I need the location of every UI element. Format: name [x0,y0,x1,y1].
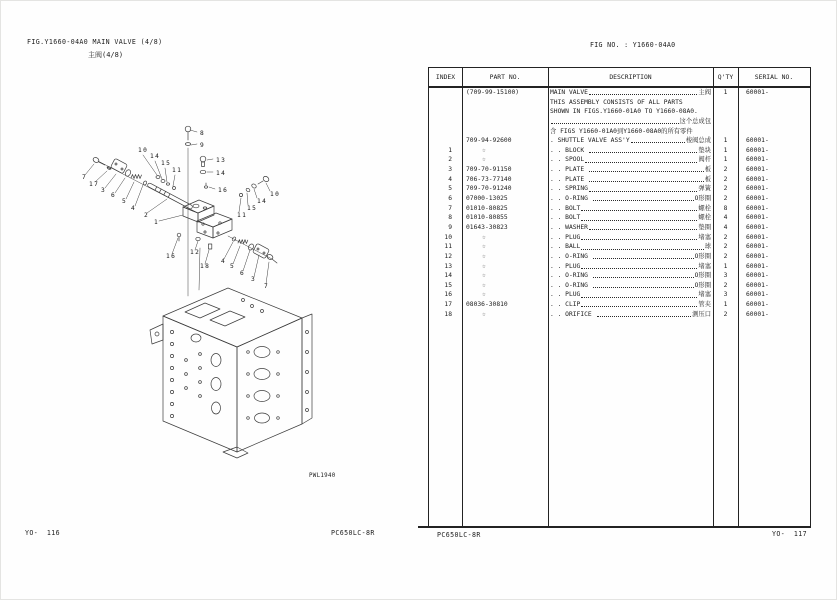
cell-part-no [462,117,548,127]
cell-part-no: 01010-80855 [466,214,508,222]
cell-qty: 2 [723,281,728,289]
cell-part-no: ☆ [482,243,486,251]
leader-dots [593,200,694,201]
valve-exploded-diagram [0,0,418,530]
description-en: . . PLATE [550,166,588,174]
table-row [429,184,810,194]
description-zh: 板 [704,175,711,183]
cell-description [548,107,713,117]
cell-index [429,107,462,117]
cell-index: 17 [444,301,452,309]
callout-number: 3 [251,276,257,283]
callout-number: 5 [230,263,236,270]
diagram-callouts [82,130,280,290]
footer-rule [418,526,810,528]
cell-qty: 4 [723,214,728,222]
leader-dots [593,258,694,259]
table-row [429,88,810,98]
model-code-right: PC650LC-8R [437,531,481,539]
cell-part-no: ☆ [482,252,486,260]
cell-index: 1 [448,146,452,154]
cell-qty: 8 [723,204,728,212]
cell-index: 12 [444,252,452,260]
table-row [429,117,810,127]
cell-part-no: ☆ [482,281,486,289]
description-en: . . BALL [550,243,581,251]
cell-description [548,117,713,127]
cell-part-no: 706-73-77140 [466,175,512,183]
description-en: . . O-RING [550,272,592,280]
cell-index: 4 [448,175,452,183]
cell-part-no: 07000-13025 [466,195,508,203]
leader-dots [581,268,697,269]
cell-serial: 60001- [746,156,769,164]
parts-table-header [429,68,810,88]
leader-dots [589,94,697,95]
parts-table-rows [429,88,810,319]
cell-part-no [462,107,548,117]
table-row [429,98,810,108]
callout-number: 15 [161,160,172,167]
callout-leader-line [243,250,250,271]
cell-description [548,136,713,146]
cell-qty: 2 [723,233,728,241]
description-en: . . BLOCK [550,146,588,154]
cell-description [548,281,713,291]
callout-number: 10 [138,147,149,154]
cell-part-no: 08036-30810 [466,301,508,309]
callout-leader-line [135,185,143,206]
description-en: THIS ASSEMBLY CONSISTS OF ALL PARTS [550,98,683,106]
callout-number: 6 [240,270,246,277]
cell-part-no: 01010-80825 [466,204,508,212]
drawing-code: PWL1940 [309,473,336,479]
description-zh: O形圈 [694,281,711,289]
description-en: . . PLUG [550,262,581,270]
header-index: INDEX [435,73,456,81]
description-en: SHOWN IN FIGS.Y1660-01A0 TO Y1660-08A0. [550,108,698,116]
cell-serial: 60001- [746,262,769,270]
cell-serial: 60001- [746,223,769,231]
cell-part-no: 709-70-91240 [466,185,512,193]
cell-description [548,146,713,156]
description-zh: 螺栓 [698,214,711,222]
callout-leader-line [159,215,183,221]
main-valve-block [150,288,312,458]
cell-part-no: ☆ [482,156,486,164]
cell-description [548,223,713,233]
cell-part-no [462,127,548,137]
cell-serial: 60001- [746,291,769,299]
cell-part-no: ☆ [482,310,486,318]
cell-part-no: ☆ [482,272,486,280]
callout-leader-line [147,199,167,213]
table-row [429,127,810,137]
description-en: . . CLIP [550,301,581,309]
callout-number: 18 [200,263,211,270]
callout-leader-line [247,193,248,205]
table-row [429,107,810,117]
cell-serial [738,127,810,137]
callout-number: 13 [216,157,227,164]
callout-number: 1 [154,219,160,226]
cell-index [429,117,462,127]
right-chain-parts [239,175,269,196]
table-row [429,204,810,214]
description-zh: 弹簧 [698,185,711,193]
cell-index: 18 [444,310,452,318]
leader-dots [589,171,704,172]
cell-index: 8 [448,214,452,222]
cell-qty: 1 [723,156,728,164]
lower-small-parts [177,233,212,290]
callout-leader-line [173,175,175,186]
cell-qty: 1 [723,146,728,154]
cell-qty: 2 [723,195,728,203]
callout-number: 14 [150,153,161,160]
table-row [429,271,810,281]
description-zh: 这个总成包 [679,117,711,125]
cell-qty [713,117,738,127]
cell-serial: 60001- [746,281,769,289]
leader-dots [589,229,697,230]
leader-dots [581,306,697,307]
callout-number: 3 [101,187,107,194]
cell-description [548,310,713,320]
cell-serial: 60001- [746,233,769,241]
callout-leader-line [105,174,116,188]
leader-dots [593,287,694,288]
cell-serial: 60001- [746,272,769,280]
cell-index [429,98,462,108]
callout-number: 14 [257,198,268,205]
callout-number: 5 [122,198,128,205]
callout-number: 11 [172,167,183,174]
cell-qty: 2 [723,252,728,260]
callout-leader-line [172,238,178,254]
description-zh: 主阀 [698,89,711,96]
cell-serial: 60001- [746,252,769,260]
header-part-no: PART NO. [489,73,521,81]
table-row [429,252,810,262]
leader-dots [581,220,697,221]
callout-number: 2 [144,212,150,219]
callout-number: 7 [82,174,88,181]
cell-qty: 3 [723,291,728,299]
cell-index: 14 [444,272,452,280]
cell-index: 10 [444,233,452,241]
table-row [429,262,810,272]
cell-index: 2 [448,156,452,164]
description-en: . . O-RING [550,252,592,260]
callout-number: 6 [111,192,117,199]
callout-leader-line [205,250,209,264]
cell-description [548,194,713,204]
cell-qty: 2 [723,310,728,318]
leader-dots [589,181,704,182]
cell-part-no: 709-70-91150 [466,166,512,174]
cell-index: 9 [448,223,452,231]
page-number-left: YO- 116 [25,529,60,537]
cell-index: 7 [448,204,452,212]
cell-qty: 4 [723,223,728,231]
leader-dots [581,210,697,211]
cell-part-no: ☆ [482,146,486,154]
cell-serial [738,107,810,117]
cell-qty: 2 [723,166,728,174]
cell-serial: 60001- [746,137,769,145]
cell-qty: 3 [723,272,728,280]
cell-qty: 2 [723,175,728,183]
cell-part-no: 709-94-92600 [466,137,512,145]
cell-index: 3 [448,166,452,174]
cell-description [548,262,713,272]
cell-index [429,127,462,137]
description-en: . . BOLT [550,204,581,212]
callout-leader-line [266,262,269,284]
cell-description [548,242,713,252]
description-en: MAIN VALVE [550,89,588,96]
table-row [429,165,810,175]
cell-serial: 60001- [746,214,769,222]
table-row [429,136,810,146]
table-row [429,146,810,156]
callout-leader-line [233,246,240,264]
cell-description [548,271,713,281]
cell-index [429,136,462,146]
cell-part-no: 01643-30823 [466,223,508,231]
callout-leader-line [115,178,125,193]
cell-serial: 60001- [746,195,769,203]
leader-dots [581,249,703,250]
description-en: . . SPOOL [550,156,585,164]
leader-dots [593,277,694,278]
figure-title: FIG.Y1660-04A0 MAIN VALVE (4/8) [27,38,163,46]
callout-leader-line [126,182,134,199]
description-en: . . O-RING [550,281,592,289]
description-en: . . BOLT [550,214,581,222]
cell-description [548,175,713,185]
cell-qty: 2 [723,243,728,251]
header-description: DESCRIPTION [609,73,652,81]
callout-leader-line [165,168,167,182]
description-en: . . PLUG [550,291,581,299]
header-serial-no: SERIAL NO. [754,73,794,81]
callout-number: 14 [216,170,227,177]
callout-number: 11 [237,212,248,219]
cell-description [548,165,713,175]
fig-no-label: FIG NO. : Y1660-04A0 [590,41,676,49]
cell-description [548,233,713,243]
description-zh: 梭阀总成 [685,137,711,145]
description-zh: O形圈 [694,195,711,203]
figure-title-zh: 主阀(4/8) [88,51,124,59]
leader-dots [551,123,679,124]
table-row [429,233,810,243]
cell-qty: 2 [723,185,728,193]
lower-right-chain-parts [228,236,277,263]
cell-serial: 60001- [746,204,769,212]
cell-description [548,300,713,310]
leader-dots [581,297,697,298]
cell-serial: 60001- [746,89,769,96]
cell-description [548,88,713,98]
cell-qty: 1 [723,89,728,96]
leader-dots [585,162,697,163]
cell-description [548,204,713,214]
description-en: . . PLATE [550,175,588,183]
callout-leader-line [239,198,241,212]
cell-qty [713,127,738,137]
callout-number: 10 [270,191,281,198]
description-zh: 堵塞 [698,262,711,270]
callout-leader-line [209,187,215,189]
callout-number: 12 [190,249,201,256]
cell-serial: 60001- [746,243,769,251]
cell-description [548,155,713,165]
table-row [429,155,810,165]
cell-qty: 1 [723,262,728,270]
callout-leader-line [190,130,197,132]
callout-number: 15 [247,205,258,212]
leader-dots [589,191,697,192]
description-zh: 垫块 [698,146,711,154]
page-number-right: YO- 117 [772,530,807,538]
table-row [429,281,810,291]
table-row [429,194,810,204]
description-en: . . SPRING [550,185,588,193]
description-zh: 阀杆 [698,156,711,164]
cell-index: 16 [444,291,452,299]
cell-serial [738,117,810,127]
cell-index: 13 [444,262,452,270]
cell-description [548,98,713,108]
cell-qty: 1 [723,137,728,145]
callout-number: 17 [89,181,100,188]
shuttle-valve-body [183,200,232,238]
cell-part-no [462,98,548,108]
description-zh: 测压口 [692,310,711,318]
description-en: . . O-RING [550,195,592,203]
callout-number: 4 [221,258,227,265]
cell-serial [738,98,810,108]
model-code-left: PC650LC-8R [331,529,375,537]
cell-qty: 1 [723,301,728,309]
table-row [429,242,810,252]
cell-serial: 60001- [746,310,769,318]
leader-dots [589,152,697,153]
bolt-part [185,126,191,145]
cell-index: 11 [444,243,452,251]
callout-number: 4 [131,205,137,212]
description-zh: 螺栓 [698,204,711,212]
cell-part-no: (709-99-15100) [466,89,520,96]
description-en: . . PLUG [550,233,581,241]
cell-index: 5 [448,185,452,193]
table-row [429,175,810,185]
callout-leader-line [266,183,270,191]
callout-leader-line [191,144,197,145]
cell-qty [713,98,738,108]
table-row [429,290,810,300]
description-zh: O形圈 [694,272,711,280]
leader-dots [581,239,697,240]
description-en: . . WASHER [550,223,588,231]
cell-description [548,213,713,223]
callout-number: 8 [200,130,206,137]
table-row [429,213,810,223]
description-zh: 堵塞 [698,291,711,299]
cell-description [548,184,713,194]
cell-serial: 60001- [746,166,769,174]
description-zh: 垫圈 [698,223,711,231]
description-zh: 管夹 [698,301,711,309]
description-zh: 板 [704,166,711,174]
parts-table [428,67,811,528]
leader-dots [631,142,685,143]
description-en: 含 FIGS Y1660-01A0到Y1660-08A0的所有零件 [550,127,693,135]
callout-number: 7 [264,283,270,290]
callout-number: 16 [218,187,229,194]
cell-index [429,88,462,98]
callout-leader-line [207,159,213,160]
cell-serial: 60001- [746,301,769,309]
cell-serial: 60001- [746,146,769,154]
description-zh: O形圈 [694,252,711,260]
cell-description [548,252,713,262]
callout-leader-line [224,242,233,259]
cell-part-no: ☆ [482,233,486,241]
description-zh: 堵塞 [698,233,711,241]
callout-leader-line [254,255,259,277]
top-plug-parts [200,156,207,188]
cell-serial: 60001- [746,175,769,183]
cell-description [548,127,713,137]
table-row [429,223,810,233]
cell-serial: 60001- [746,185,769,193]
cell-index: 15 [444,281,452,289]
description-zh: 球 [704,243,711,251]
leader-dots [597,316,692,317]
callout-number: 16 [166,253,177,260]
header-qty: Q'TY [717,73,734,81]
cell-part-no: ☆ [482,291,486,299]
description-en: . . ORIFICE [550,310,596,318]
table-row [429,310,810,320]
table-row [429,300,810,310]
cell-description [548,290,713,300]
callout-number: 9 [200,142,206,149]
cell-qty [713,107,738,117]
cell-part-no: ☆ [482,262,486,270]
cell-index: 6 [448,195,452,203]
callout-leader-line [254,189,257,198]
description-en: . SHUTTLE VALVE ASS'Y [550,137,630,145]
